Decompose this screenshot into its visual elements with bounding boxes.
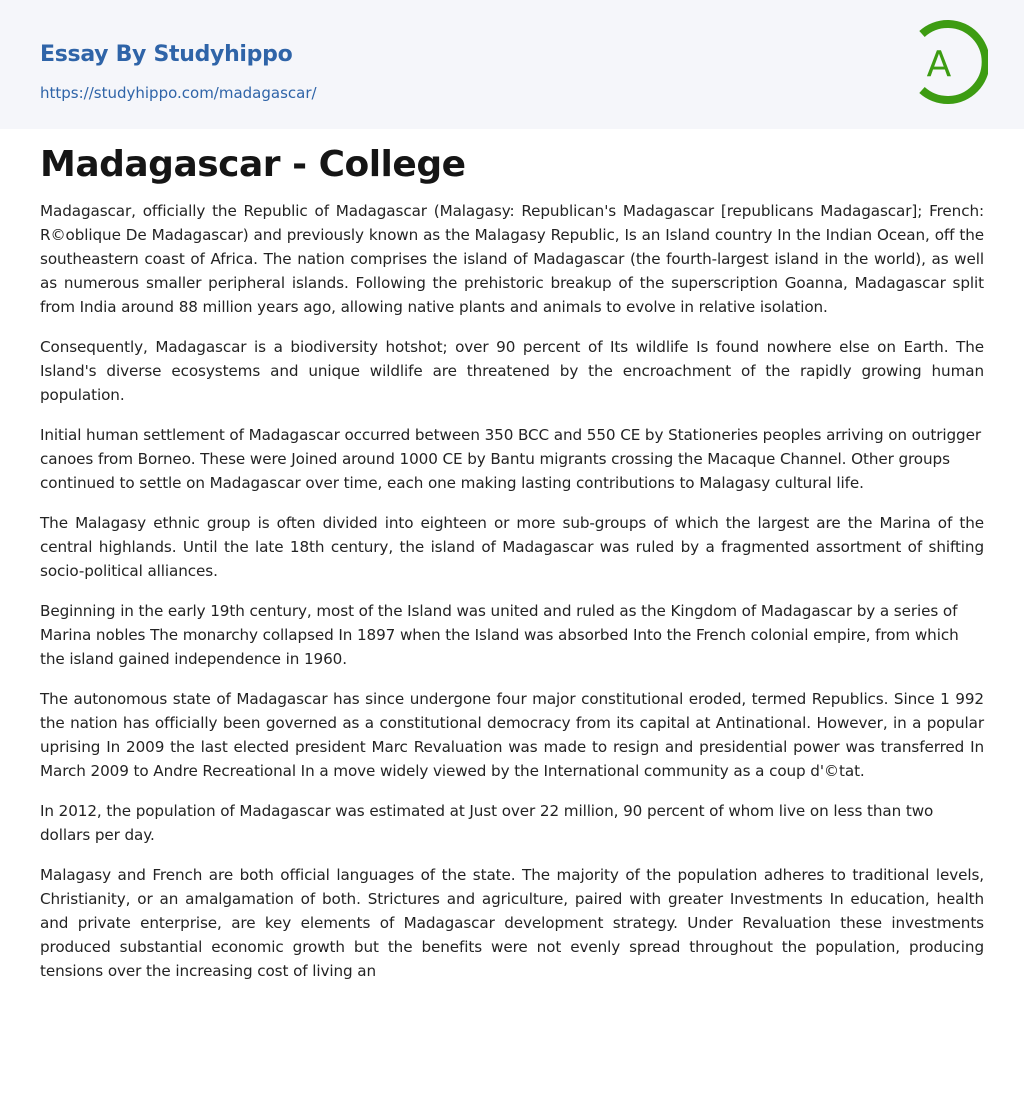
paragraph: Initial human settlement of Madagascar occurred between 350 BCC and 550 CE by Stationeries peoples arriving on outrigger canoes from Borneo. These were Joined around 1000 CE by Bantu migrants crossing the Macaque Channel. Other groups continued to settle on Madagascar over time, each one making lasting contributions to Malagasy cultural life. [40, 426, 981, 492]
paragraph: In 2012, the population of Madagascar was estimated at Just over 22 million, 90 percent of whom live on less than two dollars per day. [40, 802, 934, 844]
brand-title: Essay By Studyhippo [40, 42, 293, 67]
logo-letter: A [926, 44, 952, 85]
paragraph: Madagascar, officially the Republic of Madagascar (Malagasy: Republican's Madagascar [republicans Madagascar]; French: R©oblique De Madagascar) and previously known as the Malagasy Republic, Is an Island country In the Indian Ocean, off the southeastern coast of Africa. The nation comprises the island of Madagascar (the fourth-largest island in the world), as well as numerous smaller peripheral islands. Following the prehistoric breakup of the superscription Goanna, Madagascar split from India around 88 million years ago, allowing native plants and animals to evolve in relative isolation. [40, 202, 984, 316]
essay-url-link[interactable]: https://studyhippo.com/madagascar/ [40, 84, 317, 102]
paragraph: Beginning in the early 19th century, most of the Island was united and ruled as the Kingdom of Madagascar by a series of Marina nobles The monarchy collapsed In 1897 when the Island was absorbed Into the French colonial empire, from which the island gained independence in 1960. [40, 602, 959, 668]
paragraph: Malagasy and French are both official languages of the state. The majority of the population adheres to traditional levels, Christianity, or an amalgamation of both. Strictures and agriculture, paired with greater Investments In education, health and private enterprise, are key elements of Madagascar development strategy. Under Revaluation these investments produced substantial economic growth but the benefits were not evenly spread throughout the population, producing tensions over the increasing cost of living an [40, 866, 984, 980]
paragraph: Consequently, Madagascar is a biodiversity hotshot; over 90 percent of Its wildlife Is found nowhere else on Earth. The Island's diverse ecosystems and unique wildlife are threatened by the encroachment of the rapidly growing human population. [40, 338, 984, 404]
page-title: Madagascar - College [40, 144, 466, 185]
studyhippo-logo-icon[interactable] [912, 18, 988, 106]
site-header [0, 0, 1024, 129]
paragraph: The Malagasy ethnic group is often divided into eighteen or more sub-groups of which the largest are the Marina of the central highlands. Until the late 18th century, the island of Madagascar was ruled by a fragmented assortment of shifting socio-political alliances. [40, 514, 984, 580]
essay-body [40, 199, 984, 999]
paragraph: The autonomous state of Madagascar has since undergone four major constitutional eroded, termed Republics. Since 1 992 the nation has officially been governed as a constitutional democracy from its capital at Antinational. However, in a popular uprising In 2009 the last elected president Marc Revaluation was made to resign and presidential power was transferred In March 2009 to Andre Recreational In a move widely viewed by the International community as a coup d'©tat. [40, 690, 984, 780]
